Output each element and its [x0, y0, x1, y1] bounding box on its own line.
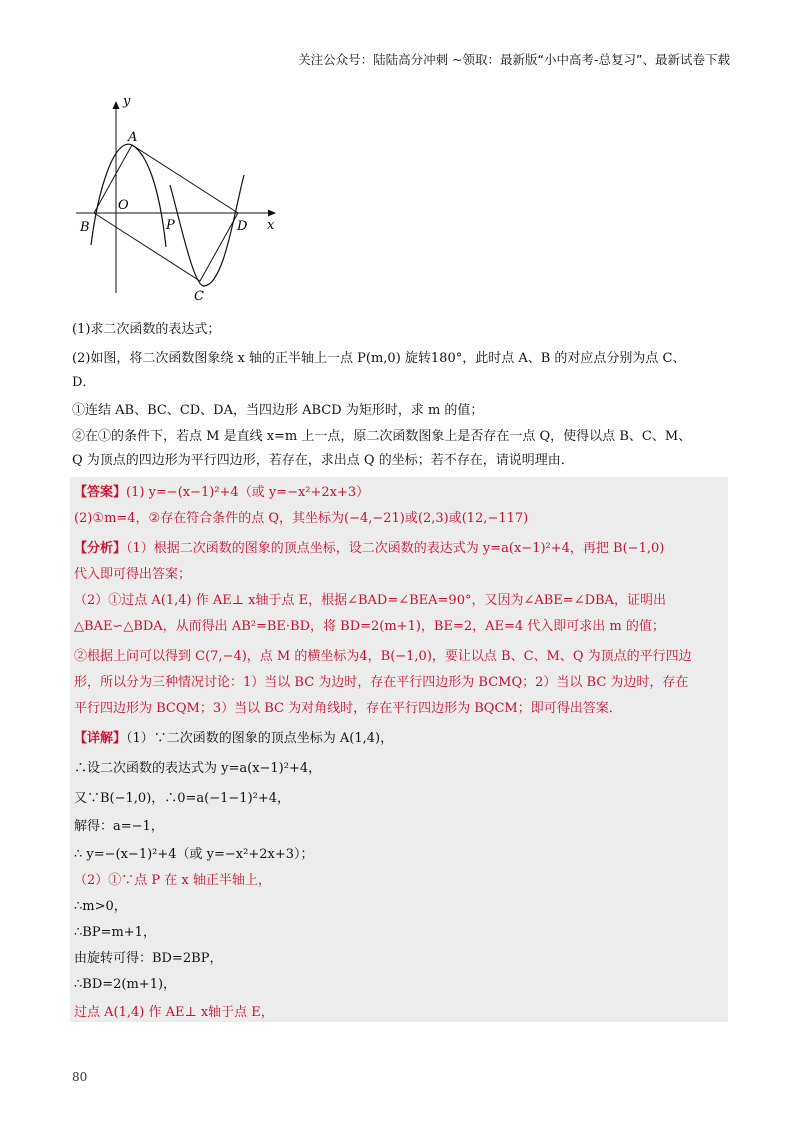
- analysis-line-6: 形，所以分为三种情况讨论：1）当以 BC 为边时，存在平行四边形为 BCMQ；2）当以 BC 为边时，存在: [74, 675, 689, 690]
- detail-line-10: ∴BD=2(m+1)，: [74, 977, 177, 992]
- question-subpart-2-line2: Q 为顶点的四边形为平行四边形，若存在，求出点 Q 的坐标；若不存在，请说明理由．: [72, 453, 574, 468]
- page-header: 关注公众号：陆陆高分冲刺 ~领取：最新版“小中高考-总复习”、最新试卷下载: [298, 52, 730, 67]
- y-axis-arrow: [113, 101, 120, 109]
- detail-line-6: （2）①∵点 P 在 x 轴正半轴上，: [74, 873, 271, 888]
- analysis-line-5: ②根据上问可以得到 C(7,−4)，点 M 的横坐标为4，B(−1,0)，要让以点 B、C、M、Q 为顶点的平行四边: [74, 649, 692, 664]
- analysis-line-7: 平行四边形为 BCQM；3）当以 BC 为对角线时，存在平行四边形为 BQCM；即可得出答案．: [74, 701, 622, 716]
- question-subpart-1: ①连结 AB、BC、CD、DA，当四边形 ABCD 为矩形时，求 m 的值；: [72, 403, 484, 418]
- detail-line-1: [74, 730, 393, 748]
- detail-line-5: ∴ y=−(x−1)²+4（或 y=−x²+2x+3）；: [74, 847, 314, 862]
- detail-text-1: （1）∵二次函数的图象的顶点坐标为 A(1,4)，: [126, 731, 394, 746]
- analysis-line-3: （2）①过点 A(1,4) 作 AE⊥ x轴于点 E，根据∠BAD=∠BEA=90°，又因为∠ABE=∠DBA，证明出: [74, 593, 666, 608]
- answer-line-2: (2)①m=4，②存在符合条件的点 Q，其坐标为(−4,−21)或(2,3)或(12,−117): [74, 511, 529, 526]
- answer-section: [70, 477, 728, 1022]
- label-x: x: [267, 218, 275, 233]
- label-B: B: [80, 220, 90, 235]
- label-C: C: [194, 289, 204, 304]
- label-O: O: [118, 198, 129, 213]
- detail-line-2: ∴设二次函数的表达式为 y=a(x−1)²+4，: [74, 761, 322, 776]
- analysis-line-1: [74, 540, 664, 558]
- detail-line-7: ∴m>0，: [74, 899, 127, 914]
- analysis-tag: 【分析】: [74, 541, 127, 556]
- label-D: D: [237, 219, 248, 234]
- analysis-text-1: （1）根据二次函数的图象的顶点坐标，设二次函数的表达式为 y=a(x−1)²+4，再把 B(−1,0): [126, 541, 665, 556]
- detail-tag: 【详解】: [74, 731, 127, 746]
- question-part-1: (1)求二次函数的表达式；: [72, 322, 221, 337]
- analysis-line-4: △BAE∽△BDA，从而得出 AB²=BE·BD，将 BD=2(m+1)，BE=2，AE=4 代入即可求出 m 的值；: [74, 619, 665, 634]
- label-y: y: [123, 95, 131, 109]
- detail-line-8: ∴BP=m+1，: [74, 925, 156, 940]
- question-part-2-line2: D．: [72, 375, 96, 390]
- parabola-figure: [76, 95, 286, 310]
- label-A: A: [128, 130, 138, 145]
- question-part-2-line1: (2)如图，将二次函数图象绕 x 轴的正半轴上一点 P(m,0) 旋转180°，此时点 A、B 的对应点分别为点 C、: [72, 351, 686, 366]
- detail-line-9: 由旋转可得：BD=2BP，: [74, 951, 223, 966]
- page-number: 80: [72, 1070, 88, 1084]
- analysis-line-2: 代入即可得出答案；: [74, 567, 192, 582]
- detail-line-11: 过点 A(1,4) 作 AE⊥ x轴于点 E，: [74, 1005, 274, 1020]
- detail-line-3: 又∵B(−1,0)，∴0=a(−1−1)²+4，: [74, 791, 291, 806]
- answer-tag: 【答案】: [74, 485, 127, 500]
- answer-line-1: [74, 484, 369, 502]
- detail-line-4: 解得：a=−1，: [74, 819, 164, 834]
- label-P: P: [166, 218, 175, 233]
- answer-text-1: (1) y=−(x−1)²+4（或 y=−x²+2x+3）: [126, 485, 370, 500]
- x-axis-arrow: [268, 210, 276, 217]
- question-subpart-2-line1: ②在①的条件下，若点 M 是直线 x=m 上一点，原二次函数图象上是否存在一点 Q，使得以点 B、C、M、: [72, 429, 692, 444]
